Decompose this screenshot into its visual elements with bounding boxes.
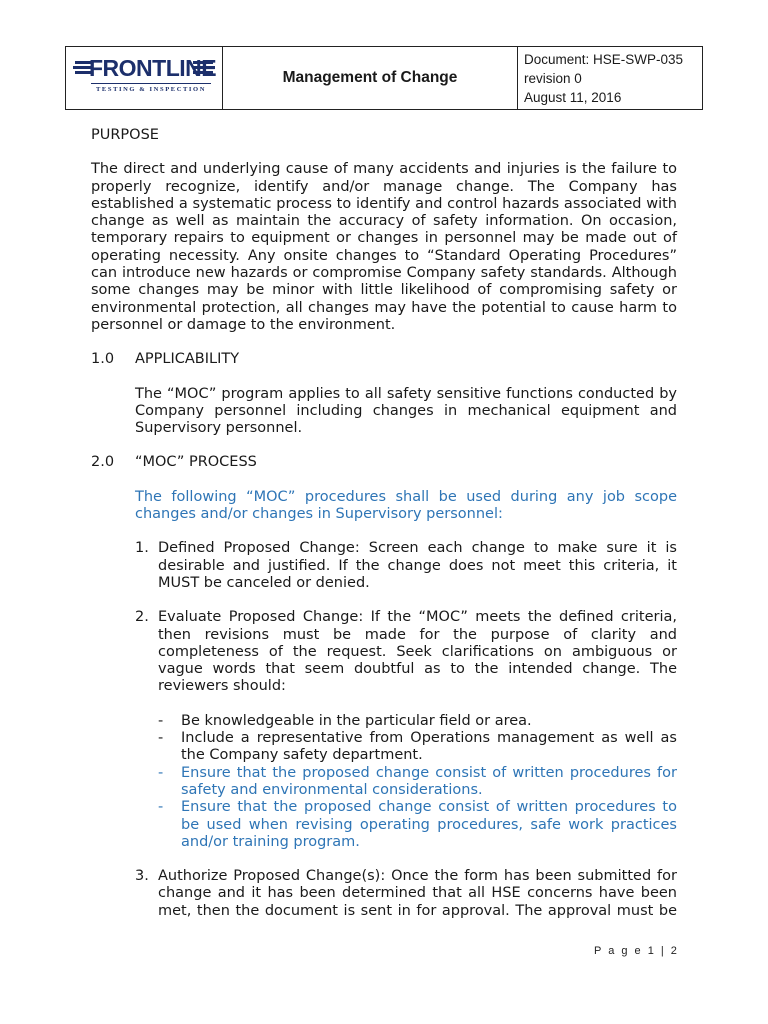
bullet-text: Ensure that the proposed change consist of written procedures for safety and environmental considerations. [181, 764, 677, 798]
list-text: Authorize Proposed Change(s): Once the form has been submitted for change and it has been determined that all HSE concerns have been met, then the document is sent in for approval. The approval must be [158, 868, 677, 919]
logo-wordmark: FRONTLINE [89, 55, 217, 81]
document-body [91, 127, 677, 920]
applicability-paragraph: The “MOC” program applies to all safety sensitive functions conducted by Company personnel including changes in mechanical equipment and Supervisory personnel. [135, 385, 677, 437]
list-item [135, 868, 677, 920]
document-revision: revision 0 [524, 70, 582, 86]
frontline-logo [69, 55, 219, 101]
purpose-paragraph: The direct and underlying cause of many accidents and injuries is the failure to properly recognize, identify and/or manage change. The Company has established a systematic process to identify and control hazards associated with change as well as maintain the accuracy of safety information. On occasion, temporary repairs to equipment or changes in personnel may be made out of operating necessity. Any onsite changes to “Standard Operating Procedures” can introduce new hazards or compromise Company safety standards. Although some changes may be minor with little likelihood of compromising safety or environmental protection, all changes may have the potential to cause harm to personnel or damage to the environment. [91, 161, 677, 333]
list-number: 3. [135, 868, 149, 885]
document-title: Management of Change [223, 47, 518, 110]
bullet-text: Be knowledgeable in the particular field or area. [181, 712, 532, 729]
bullet-item [158, 730, 677, 765]
document-date: August 11, 2016 [524, 89, 622, 105]
list-number: 1. [135, 540, 149, 557]
page-number: P a g e 1 | 2 [594, 945, 679, 957]
list-item [135, 540, 677, 592]
logo-cell [66, 47, 223, 110]
list-number: 2. [135, 609, 149, 626]
document-number: Document: HSE-SWP-035 [524, 51, 684, 67]
section-2-heading [91, 454, 677, 471]
bullet-item [158, 799, 677, 851]
bullet-dash: - [158, 730, 164, 747]
list-text: Defined Proposed Change: Screen each change to make sure it is desirable and justified. If the change does not meet this criteria, it MUST be canceled or denied. [158, 540, 677, 591]
logo-tagline: TESTING & INSPECTION [91, 83, 211, 93]
section-title: “MOC” PROCESS [135, 454, 257, 471]
list-item [135, 609, 677, 695]
document-header [65, 46, 703, 110]
list-text: Evaluate Proposed Change: If the “MOC” meets the defined criteria, then revisions must be made for the purpose of clarity and completeness of the request. Seek clarifications on ambiguous or vague words that seem doubtful as to the intended change. The reviewers should: [158, 609, 677, 695]
section-1-heading [91, 351, 677, 368]
section-title: APPLICABILITY [135, 351, 240, 368]
bullet-dash: - [158, 799, 164, 816]
bullet-text: Include a representative from Operations management as well as the Company safety department. [181, 730, 677, 764]
bullet-dash: - [158, 764, 164, 781]
section-number: 1.0 [91, 351, 115, 368]
bullet-dash: - [158, 712, 164, 729]
process-intro: The following “MOC” procedures shall be used during any job scope changes and/or changes in Supervisory personnel: [135, 488, 677, 523]
document-info [518, 47, 703, 110]
bullet-item [158, 713, 677, 730]
section-number: 2.0 [91, 454, 115, 471]
bullet-text: Ensure that the proposed change consist of written procedures to be used when revising operating procedures, safe work practices and/or training program. [181, 799, 677, 850]
purpose-heading: PURPOSE [91, 127, 159, 143]
bullet-item [158, 765, 677, 800]
